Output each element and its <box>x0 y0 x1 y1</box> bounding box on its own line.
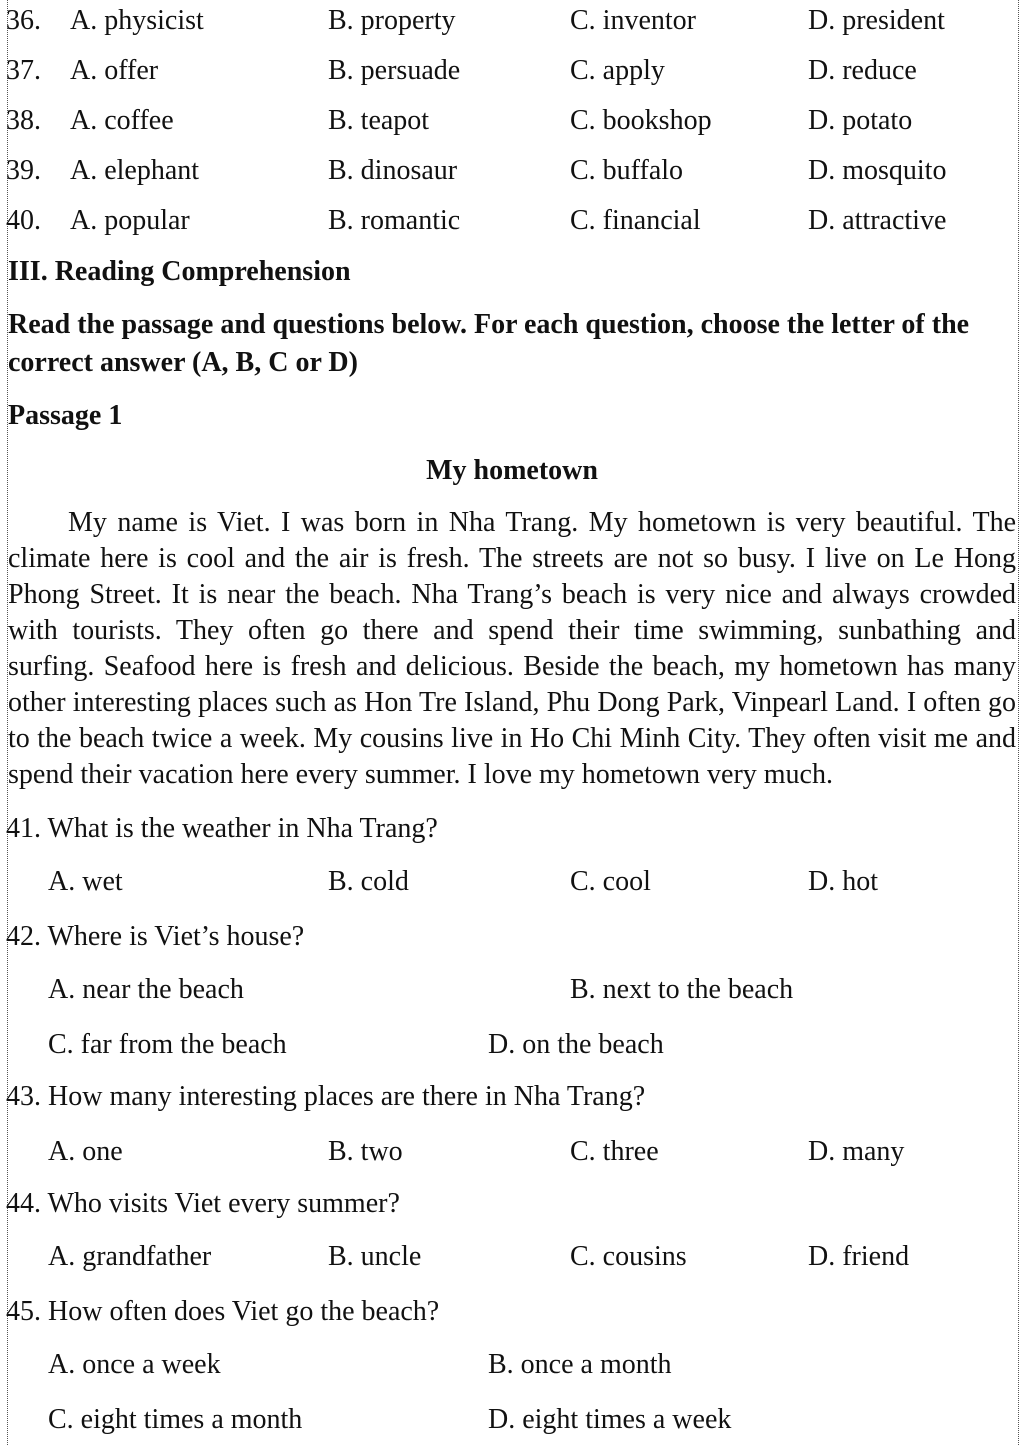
option-c: C. buffalo <box>570 155 684 186</box>
passage-label: Passage 1 <box>8 400 123 431</box>
question-number: 39. <box>6 155 41 186</box>
passage-title: My hometown <box>426 455 598 486</box>
option-d: D. on the beach <box>488 1029 664 1060</box>
section-instructions: Read the passage and questions below. For each question, choose the letter of the correct answer (A, B, C or D) <box>8 309 970 378</box>
option-b: B. romantic <box>328 205 461 236</box>
passage-text: My name is Viet. I was born in Nha Trang. My hometown is very beautiful. The climate here is cool and the air is fresh. The streets are not so busy. I live on Le Hong Phong Street. It is near the beach. Nha Trang’s beach is very nice and always crowded with tourists. They often go there and spend their time swimming, sunbathing and surfing. Seafood here is fresh and delicious. Beside the beach, my hometown has many other interesting places such as Hon Tre Island, Phu Dong Park, Vinpearl Land. I often go to the beach twice a week. My cousins live in Ho Chi Minh City. They often visit me and spend their vacation here every summer. I love my hometown very much. <box>8 507 1016 790</box>
option-d: D. reduce <box>808 55 917 86</box>
option-b: B. uncle <box>328 1241 422 1272</box>
option-c: C. cousins <box>570 1241 687 1272</box>
option-b: B. persuade <box>328 55 461 86</box>
option-c: C. far from the beach <box>48 1029 287 1060</box>
option-a: A. offer <box>70 55 159 86</box>
option-a: A. popular <box>70 205 190 236</box>
option-d: D. potato <box>808 105 913 136</box>
option-b: B. once a month <box>488 1349 672 1380</box>
option-a: A. elephant <box>70 155 200 186</box>
option-c: C. bookshop <box>570 105 712 136</box>
option-c: C. eight times a month <box>48 1404 303 1435</box>
question-text: 41. What is the weather in Nha Trang? <box>6 813 438 844</box>
option-a: A. once a week <box>48 1349 221 1380</box>
section-heading: III. Reading Comprehension <box>8 256 351 287</box>
question-text: 45. How often does Viet go the beach? <box>6 1296 440 1327</box>
option-d: D. attractive <box>808 205 947 236</box>
option-c: C. apply <box>570 55 665 86</box>
option-a: A. near the beach <box>48 974 244 1005</box>
option-d: D. hot <box>808 866 878 897</box>
question-number: 37. <box>6 55 41 86</box>
option-a: A. coffee <box>70 105 174 136</box>
question-text: 43. How many interesting places are there in Nha Trang? <box>6 1081 646 1112</box>
option-c: C. cool <box>570 866 651 897</box>
option-b: B. teapot <box>328 105 430 136</box>
option-d: D. president <box>808 5 945 36</box>
option-a: A. one <box>48 1136 123 1167</box>
option-b: B. next to the beach <box>570 974 794 1005</box>
question-text: 44. Who visits Viet every summer? <box>6 1188 400 1219</box>
question-number: 36. <box>6 5 41 36</box>
option-c: C. financial <box>570 205 701 236</box>
option-b: B. two <box>328 1136 403 1167</box>
option-a: A. grandfather <box>48 1241 212 1272</box>
question-text: 42. Where is Viet’s house? <box>6 921 305 952</box>
option-c: C. inventor <box>570 5 696 36</box>
option-a: A. physicist <box>70 5 204 36</box>
option-d: D. mosquito <box>808 155 947 186</box>
option-d: D. many <box>808 1136 905 1167</box>
option-d: D. friend <box>808 1241 910 1272</box>
question-number: 40. <box>6 205 41 236</box>
option-b: B. property <box>328 5 456 36</box>
option-a: A. wet <box>48 866 123 897</box>
question-number: 38. <box>6 105 41 136</box>
option-d: D. eight times a week <box>488 1404 732 1435</box>
option-c: C. three <box>570 1136 659 1167</box>
option-b: B. cold <box>328 866 409 897</box>
option-b: B. dinosaur <box>328 155 458 186</box>
right-border-line <box>1018 0 1019 1445</box>
